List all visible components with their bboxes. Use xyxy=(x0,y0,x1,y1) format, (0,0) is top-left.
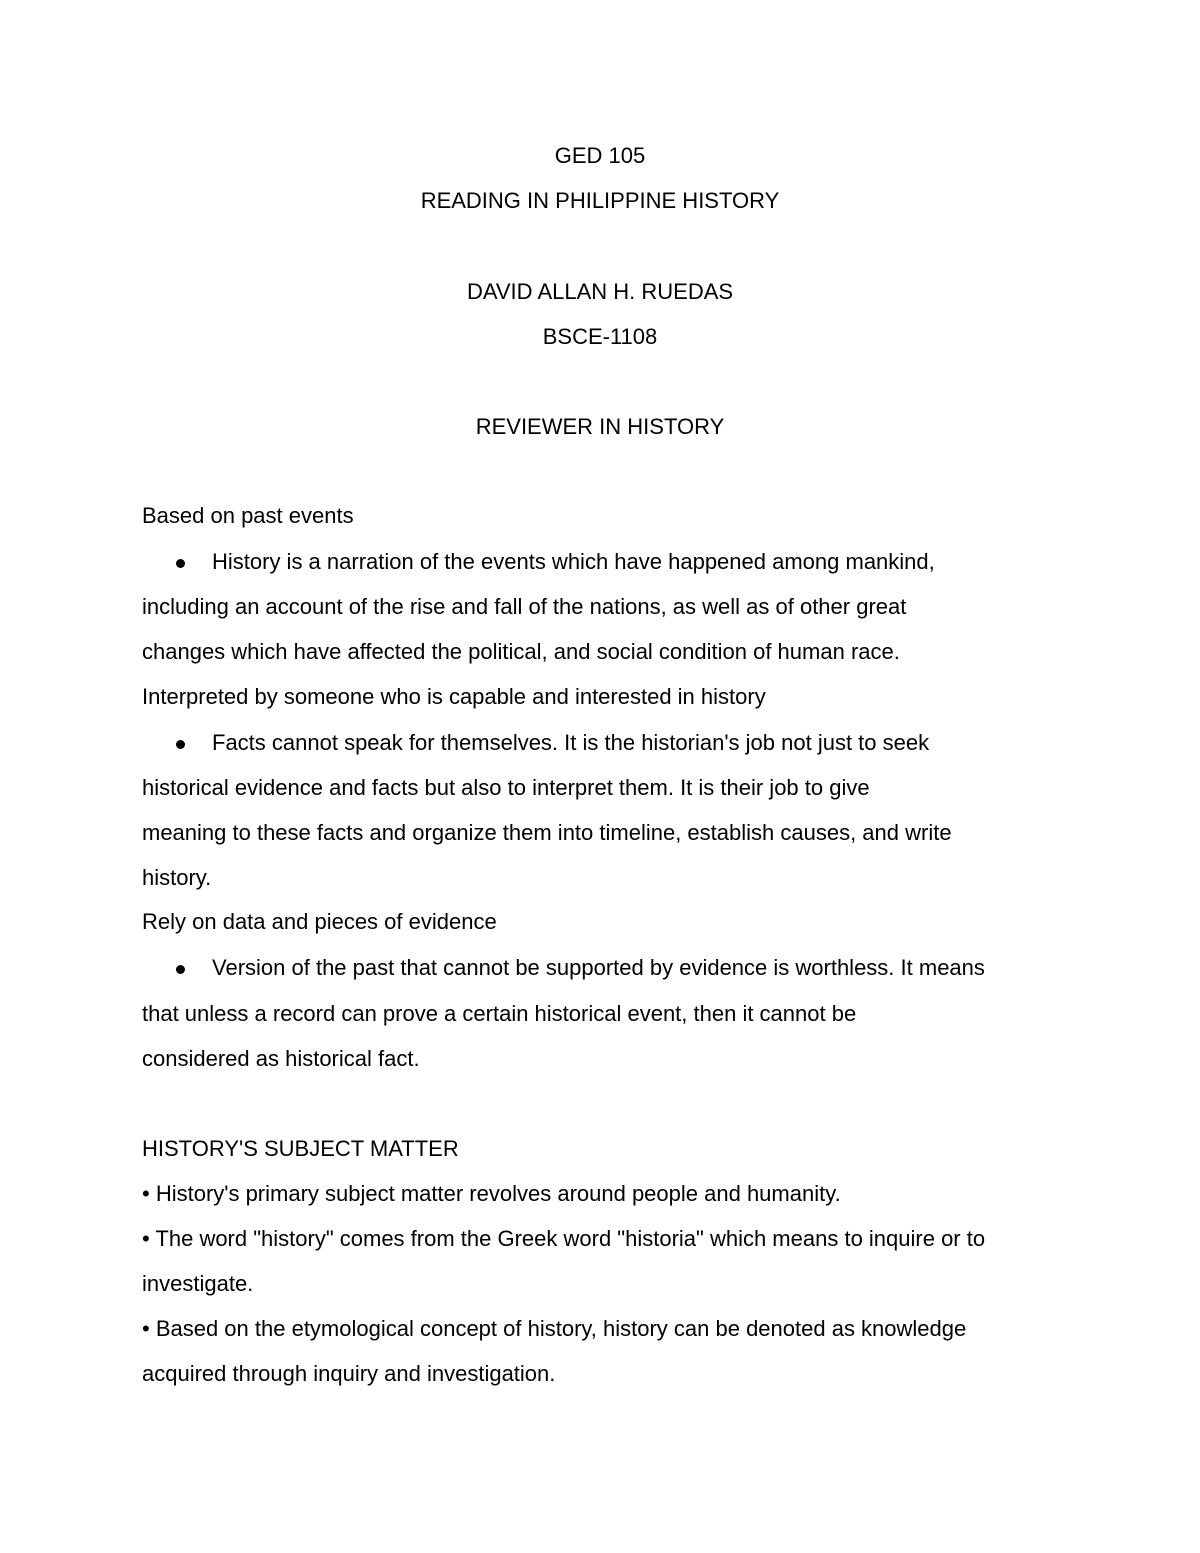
section-heading-interpreted: Interpreted by someone who is capable and interested in history xyxy=(142,684,766,709)
subject-matter-heading: HISTORY'S SUBJECT MATTER xyxy=(142,1136,459,1161)
subject-matter-line: • The word "history" comes from the Greek word "historia" which means to inquire or to xyxy=(142,1226,986,1251)
course-code: GED 105 xyxy=(554,143,646,168)
subject-matter-line: acquired through inquiry and investigation. xyxy=(142,1361,556,1386)
section-code: BSCE-1108 xyxy=(542,324,658,349)
bullet-dot-icon xyxy=(176,965,185,974)
paragraph-line: changes which have affected the political, and social condition of human race. xyxy=(142,639,900,664)
paragraph-line: that unless a record can prove a certain historical event, then it cannot be xyxy=(142,1001,857,1026)
paragraph-line: meaning to these facts and organize them into timeline, establish causes, and write xyxy=(142,820,952,845)
subject-matter-line: investigate. xyxy=(142,1271,254,1296)
bullet-text: Facts cannot speak for themselves. It is the historian's job not just to seek xyxy=(212,730,930,755)
paragraph-line: history. xyxy=(142,865,212,890)
paragraph-line: historical evidence and facts but also to interpret them. It is their job to give xyxy=(142,775,870,800)
section-heading-past-events: Based on past events xyxy=(142,503,354,528)
bullet-text: Version of the past that cannot be supported by evidence is worthless. It means xyxy=(212,955,985,980)
bullet-dot-icon xyxy=(176,559,185,568)
bullet-text: History is a narration of the events which have happened among mankind, xyxy=(212,549,935,574)
paragraph-line: considered as historical fact. xyxy=(142,1046,420,1071)
document-title: REVIEWER IN HISTORY xyxy=(475,414,725,439)
subject-matter-line: • History's primary subject matter revolves around people and humanity. xyxy=(142,1181,841,1206)
paragraph-line: including an account of the rise and fall of the nations, as well as of other great xyxy=(142,594,907,619)
bullet-dot-icon xyxy=(176,740,185,749)
section-heading-evidence: Rely on data and pieces of evidence xyxy=(142,909,497,934)
subject-matter-line: • Based on the etymological concept of history, history can be denoted as knowledge xyxy=(142,1316,967,1341)
author-name: DAVID ALLAN H. RUEDAS xyxy=(466,279,734,304)
course-title: READING IN PHILIPPINE HISTORY xyxy=(420,188,780,213)
